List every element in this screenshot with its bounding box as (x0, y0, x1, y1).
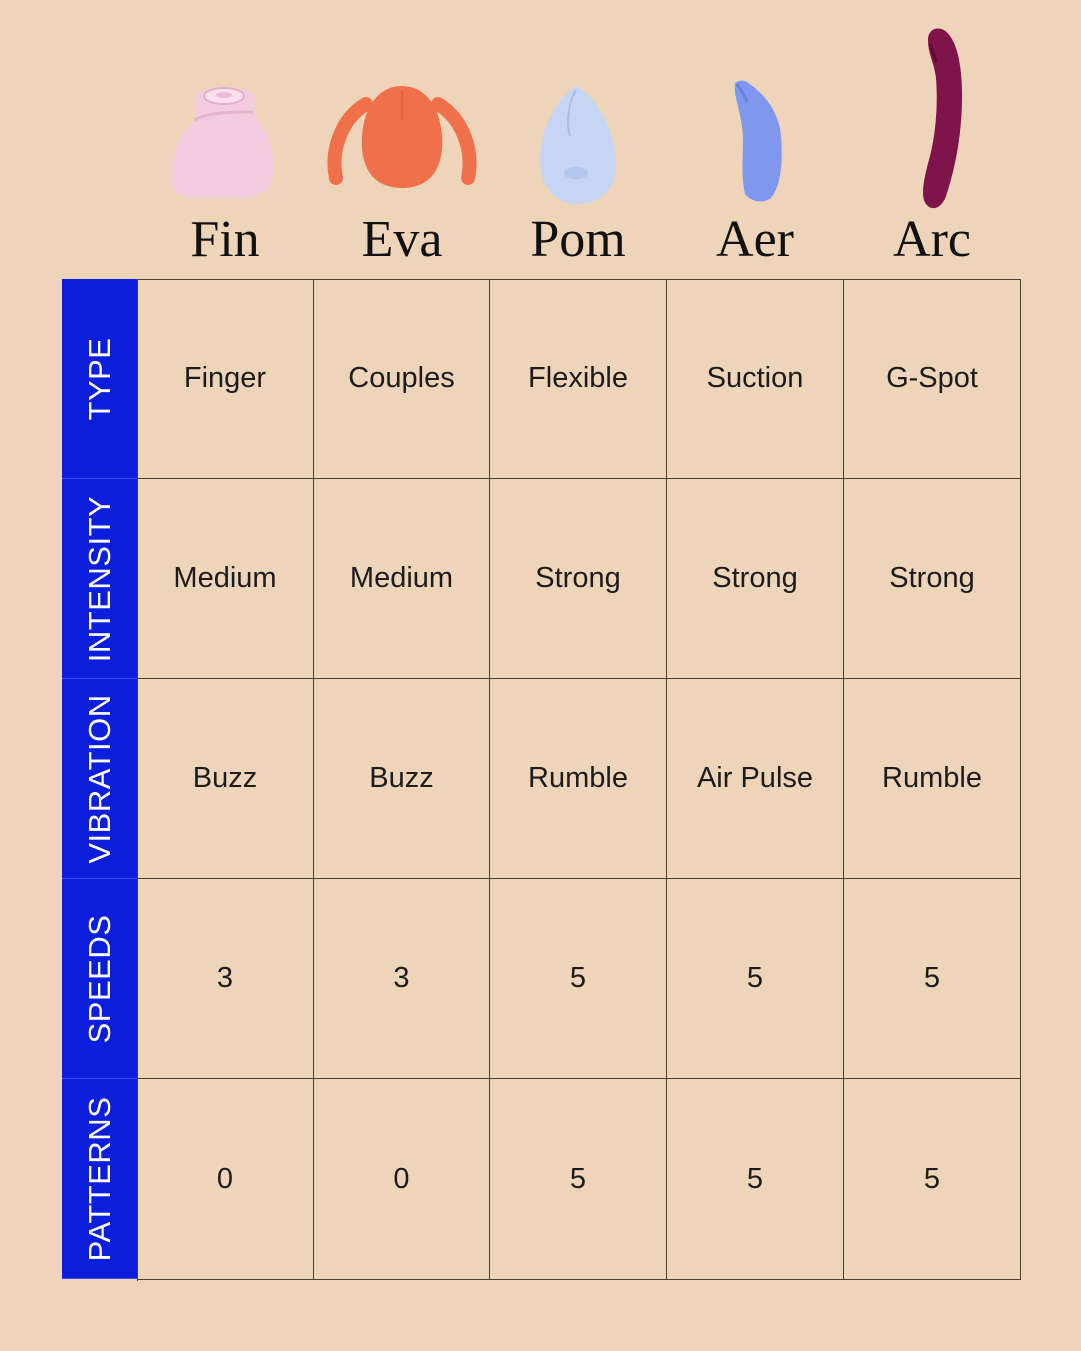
table-cell: 5 (844, 879, 1021, 1079)
table-cell: 0 (314, 1079, 490, 1280)
table-cell: 3 (137, 879, 314, 1079)
product-name: Eva (361, 211, 443, 268)
row-header-patterns (62, 1079, 137, 1279)
product-name: Aer (716, 211, 794, 268)
row-label: VIBRATION (81, 693, 117, 864)
table-cell: 3 (314, 879, 490, 1079)
row-header-vibration (62, 679, 137, 879)
product-name: Pom (530, 211, 626, 268)
table-cell: Rumble (844, 679, 1021, 879)
table-cell: Flexible (490, 279, 667, 479)
arc-product-image (844, 0, 1020, 210)
fin-product-image (137, 0, 313, 210)
product-arc (844, 0, 1020, 280)
table-cell: 5 (490, 1079, 667, 1280)
product-eva (314, 0, 490, 280)
eva-product-image (314, 0, 490, 210)
table-cell: Buzz (137, 679, 314, 879)
table-cell: 5 (490, 879, 667, 1079)
product-pom (490, 0, 666, 280)
table-cell: Buzz (314, 679, 490, 879)
row-header-intensity (62, 479, 137, 679)
table-cell: Rumble (490, 679, 667, 879)
row-label: SPEEDS (81, 914, 117, 1043)
row-header-speeds (62, 879, 137, 1079)
table-cell: Medium (314, 479, 490, 679)
table-cell: Finger (137, 279, 314, 479)
product-fin (137, 0, 313, 280)
table-cell: Medium (137, 479, 314, 679)
table-cell: G-Spot (844, 279, 1021, 479)
pom-product-image (490, 0, 666, 210)
table-cell: Strong (844, 479, 1021, 679)
table-cell: Strong (490, 479, 667, 679)
product-header (137, 0, 1020, 280)
table-cell: 5 (844, 1079, 1021, 1280)
table-cell: Couples (314, 279, 490, 479)
row-label: PATTERNS (81, 1096, 117, 1261)
table-cell: Strong (667, 479, 844, 679)
row-label: INTENSITY (81, 495, 117, 662)
product-aer (667, 0, 843, 280)
row-header-type (62, 279, 137, 479)
product-name: Arc (893, 211, 971, 268)
table-cell: 5 (667, 879, 844, 1079)
table-cell: Suction (667, 279, 844, 479)
table-cell: Air Pulse (667, 679, 844, 879)
table-cell: 0 (137, 1079, 314, 1280)
comparison-table (62, 279, 1021, 1281)
product-name: Fin (190, 211, 260, 268)
aer-product-image (667, 0, 843, 210)
table-cell: 5 (667, 1079, 844, 1280)
row-label: TYPE (81, 337, 117, 420)
